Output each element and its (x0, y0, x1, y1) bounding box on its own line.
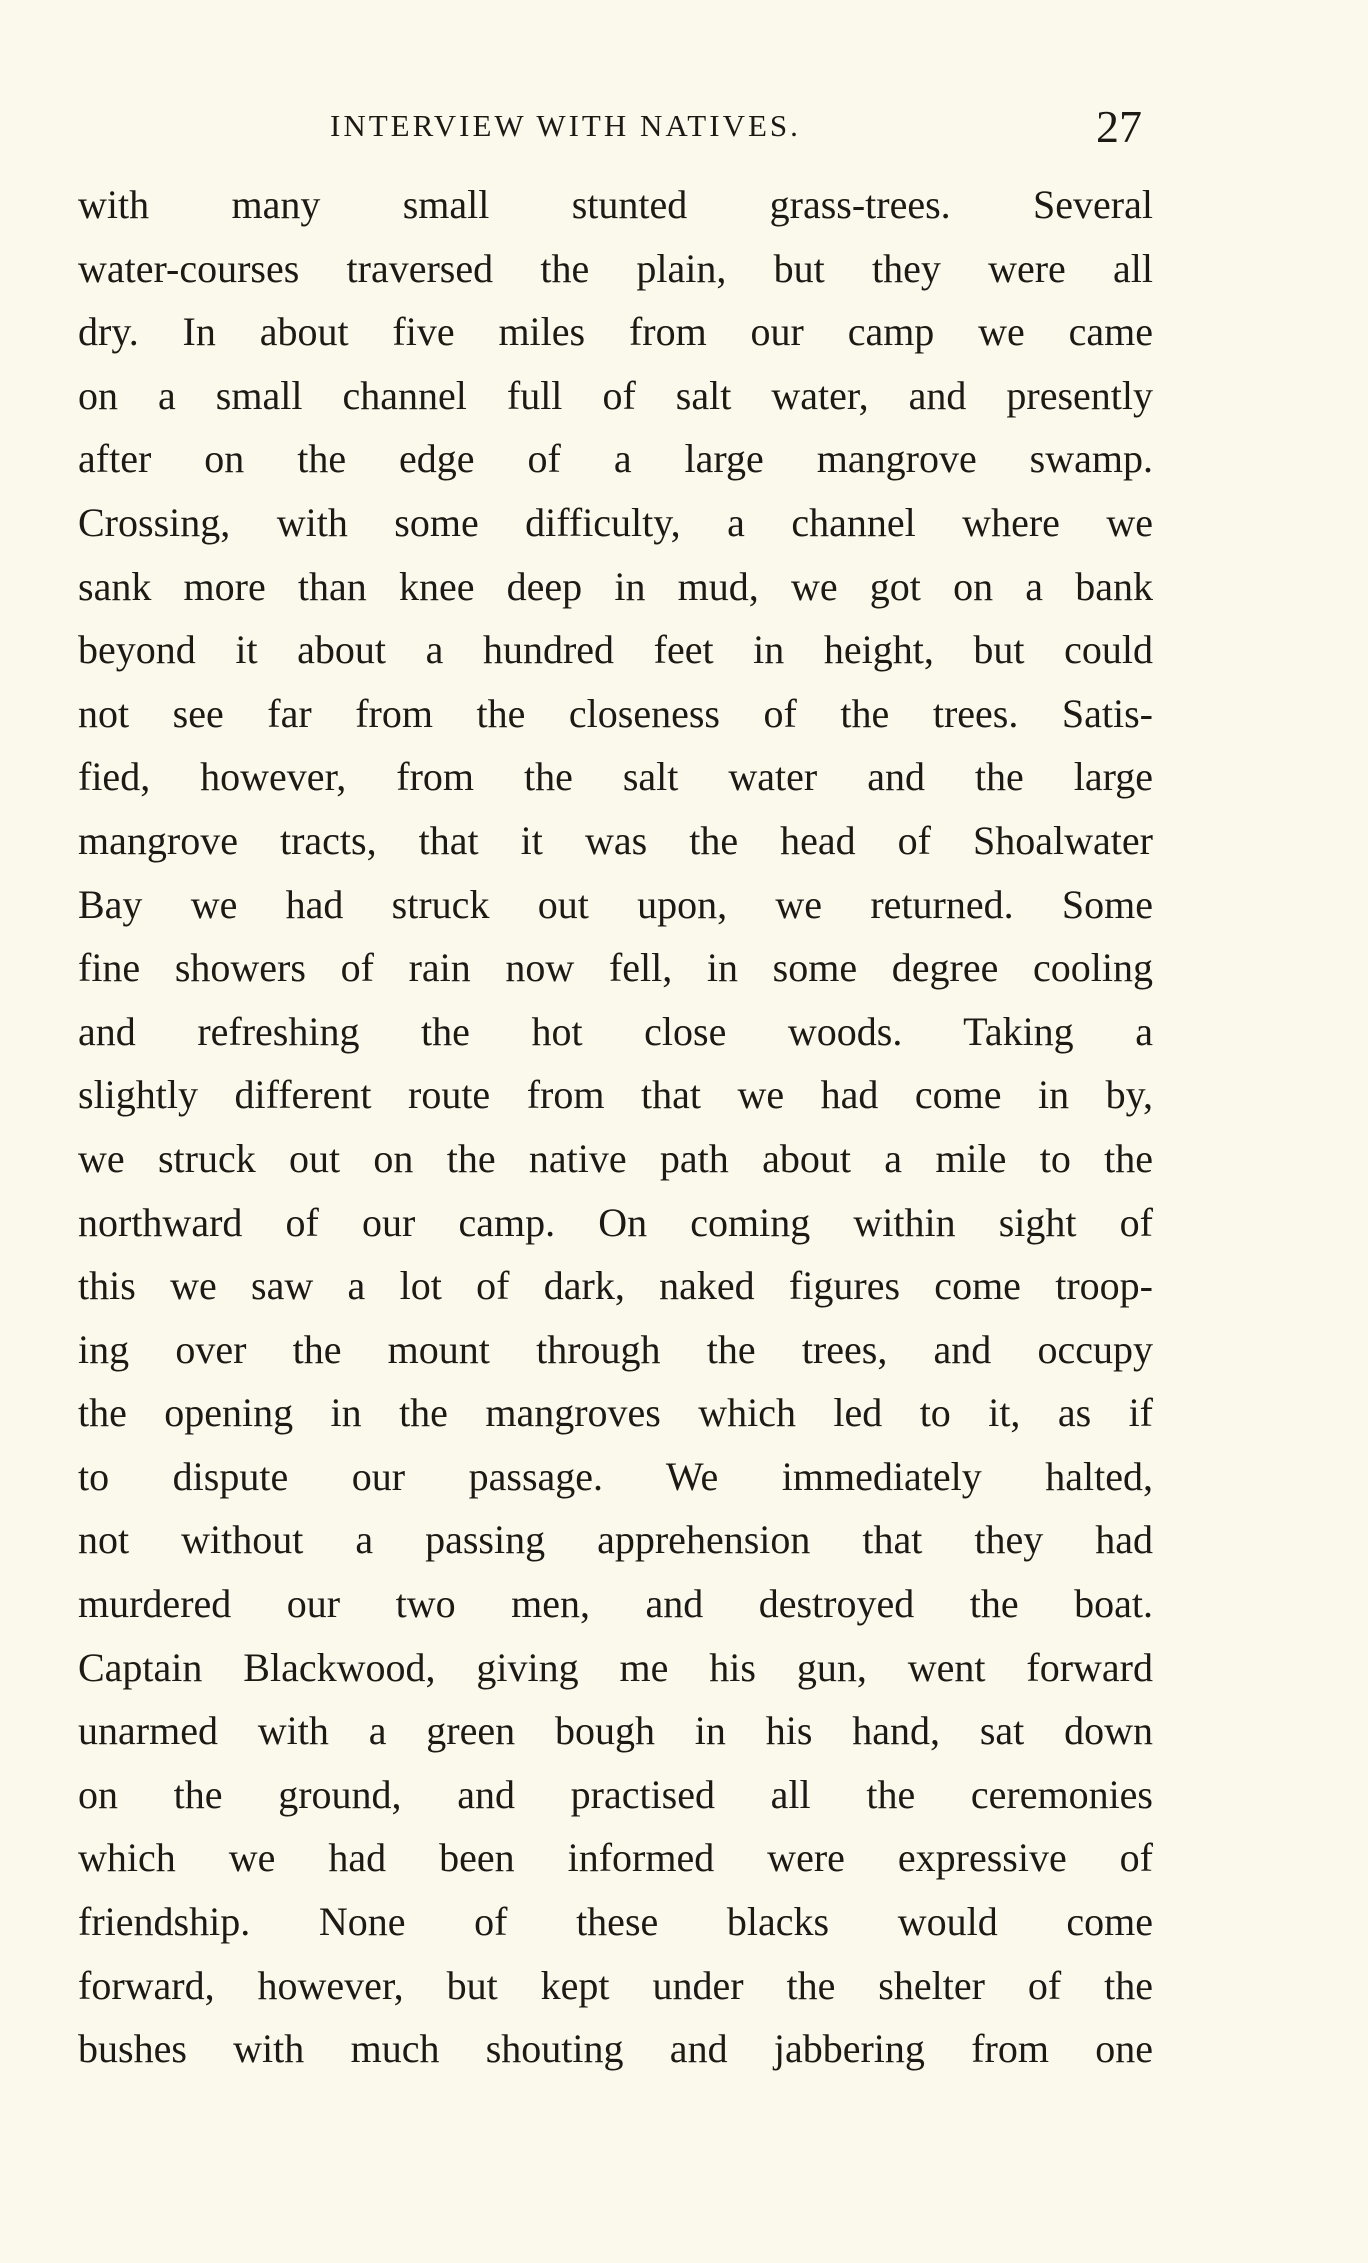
text-line: not see far from the closeness of the trees. Satis- (78, 690, 1153, 736)
text-line: Bay we had struck out upon, we returned. Some (78, 881, 1153, 927)
text-line: after on the edge of a large mangrove swamp. (78, 436, 1153, 482)
text-line: on the ground, and practised all the ceremonies (78, 1771, 1153, 1817)
running-head-title: INTERVIEW WITH NATIVES. (330, 108, 801, 143)
text-line: we struck out on the native path about a mile to the (78, 1135, 1153, 1181)
text-line: Crossing, with some difficulty, a channel where we (78, 499, 1153, 545)
text-line: which we had been informed were expressive of (78, 1835, 1153, 1881)
text-line: fine showers of rain now fell, in some degree cooling (78, 945, 1153, 991)
text-line: the opening in the mangroves which led to it, as if (78, 1390, 1153, 1436)
text-line: to dispute our passage. We immediately halted, (78, 1453, 1153, 1499)
text-line: this we saw a lot of dark, naked figures come troop- (78, 1263, 1153, 1309)
page-number: 27 (1096, 101, 1142, 152)
text-line: water-courses traversed the plain, but they were all (78, 245, 1153, 291)
text-line: northward of our camp. On coming within sight of (78, 1199, 1153, 1245)
text-line: mangrove tracts, that it was the head of Shoalwater (78, 817, 1153, 863)
text-line: fied, however, from the salt water and the large (78, 754, 1153, 800)
text-line: sank more than knee deep in mud, we got on a bank (78, 563, 1153, 609)
text-line: not without a passing apprehension that they had (78, 1517, 1153, 1563)
text-line: bushes with much shouting and jabbering from one (78, 2026, 1153, 2072)
text-line: with many small stunted grass-trees. Several (78, 182, 1153, 227)
text-line: and refreshing the hot close woods. Taking a (78, 1008, 1153, 1054)
text-line: friendship. None of these blacks would come (78, 1899, 1153, 1945)
text-line: murdered our two men, and destroyed the boat. (78, 1581, 1153, 1627)
text-line: dry. In about five miles from our camp we came (78, 309, 1153, 355)
running-head (80, 100, 1140, 160)
text-line: unarmed with a green bough in his hand, sat down (78, 1708, 1153, 1754)
text-line: forward, however, but kept under the shelter of the (78, 1962, 1153, 2008)
body-text (78, 173, 1153, 2081)
text-line: beyond it about a hundred feet in height, but could (78, 627, 1153, 673)
text-line: ing over the mount through the trees, and occupy (78, 1326, 1153, 1372)
text-line: slightly different route from that we had come in by, (78, 1072, 1153, 1118)
text-line: on a small channel full of salt water, and presently (78, 372, 1153, 418)
text-line: Captain Blackwood, giving me his gun, went forward (78, 1644, 1153, 1690)
